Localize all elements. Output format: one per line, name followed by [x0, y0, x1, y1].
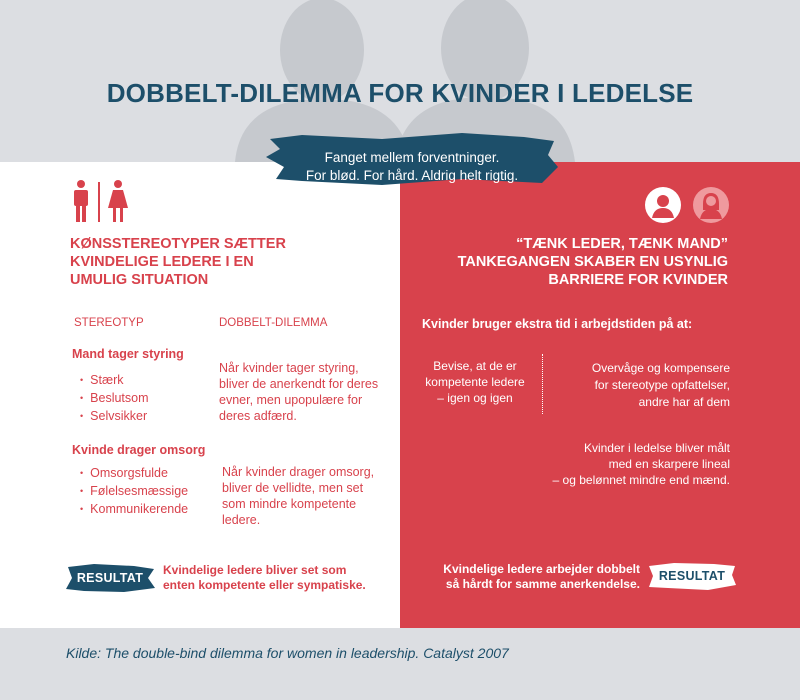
page-title: DOBBELT-DILEMMA FOR KVINDER I LEDELSE [106, 78, 694, 108]
column-header-dilemma: DOBBELT-DILEMMA [219, 317, 328, 329]
banner-line-2: For blød. For hård. Aldrig helt rigtig. [305, 168, 519, 183]
list-item: • Beslutsom [80, 390, 149, 408]
right-block-measure-line-1: Kvinder i ledelse bliver målt [583, 441, 730, 455]
result-text-left [163, 563, 383, 593]
footer [0, 628, 800, 700]
right-heading-line-2: TANKEGANGEN SKABER EN USYNLIG [457, 254, 728, 270]
trait-list-woman [80, 465, 188, 519]
list-item: • Følelsesmæssige [80, 483, 188, 501]
right-block-monitor-line-2: for stereotype opfattelser, [594, 378, 730, 392]
man-woman-icon [70, 180, 130, 224]
left-heading-line-2: KVINDELIGE LEDERE I EN [70, 254, 254, 270]
dotted-divider [542, 354, 543, 414]
list-item: • Omsorgsfulde [80, 465, 188, 483]
result-badge-right [646, 559, 738, 593]
right-block-monitor-line-3: andre har af dem [638, 395, 730, 409]
list-item: • Stærk [80, 372, 149, 390]
left-heading [70, 235, 330, 289]
dilemma-text-woman: Når kvinder drager omsorg, bliver de vellidte, men set som mindre kompetente ledere. [222, 465, 375, 527]
right-block-prove [416, 358, 534, 406]
group-title-woman: Kvinde drager omsorg [72, 443, 206, 457]
right-heading-line-1: “TÆNK LEDER, TÆNK MAND” [516, 236, 728, 252]
right-heading [398, 235, 728, 289]
left-heading-line-1: KØNSSTEREOTYPER SÆTTER [70, 236, 286, 252]
result-badge-left [64, 561, 156, 595]
banner-line-1: Fanget mellem forventninger. [324, 150, 500, 165]
source-citation: Kilde: The double-bind dilemma for women in leadership. Catalyst 2007 [66, 645, 509, 661]
right-block-monitor [556, 360, 730, 411]
subtitle-banner [262, 127, 562, 191]
result-text-right [418, 562, 640, 592]
right-block-monitor-line-1: Overvåge og kompensere [591, 361, 730, 375]
right-block-prove-line-3: – igen og igen [437, 391, 513, 405]
result-label: RESULTAT [76, 571, 144, 585]
dilemma-text-man: Når kvinder tager styring, bliver de anerkendt for deres evner, men upopulære for deres adfærd. [219, 361, 379, 423]
list-item: • Selvsikker [80, 408, 149, 426]
right-heading-line-3: BARRIERE FOR KVINDER [548, 272, 728, 288]
trait-list-man [80, 372, 149, 426]
right-block-measure-line-3: – og belønnet mindre end mænd. [552, 473, 730, 487]
right-block-prove-line-1: Bevise, at de er [433, 359, 517, 373]
result-text-left-line-2: enten kompetente eller sympatiske. [163, 578, 366, 592]
column-header-stereotype: STEREOTYP [74, 317, 144, 329]
right-intro: Kvinder bruger ekstra tid i arbejdstiden på at: [422, 317, 693, 331]
right-block-measure-line-2: med en skarpere lineal [608, 457, 730, 471]
list-item: • Kommunikerende [80, 501, 188, 519]
male-female-avatar-icon [644, 186, 732, 224]
result-text-right-line-1: Kvindelige ledere arbejder dobbelt [443, 562, 640, 576]
result-label: RESULTAT [658, 569, 726, 583]
result-text-left-line-1: Kvindelige ledere bliver set som [163, 563, 347, 577]
left-heading-line-3: UMULIG SITUATION [70, 272, 209, 288]
right-block-prove-line-2: kompetente ledere [425, 375, 525, 389]
group-title-man: Mand tager styring [72, 347, 184, 361]
right-block-measure [500, 440, 730, 488]
result-text-right-line-2: så hårdt for samme anerkendelse. [445, 577, 640, 591]
